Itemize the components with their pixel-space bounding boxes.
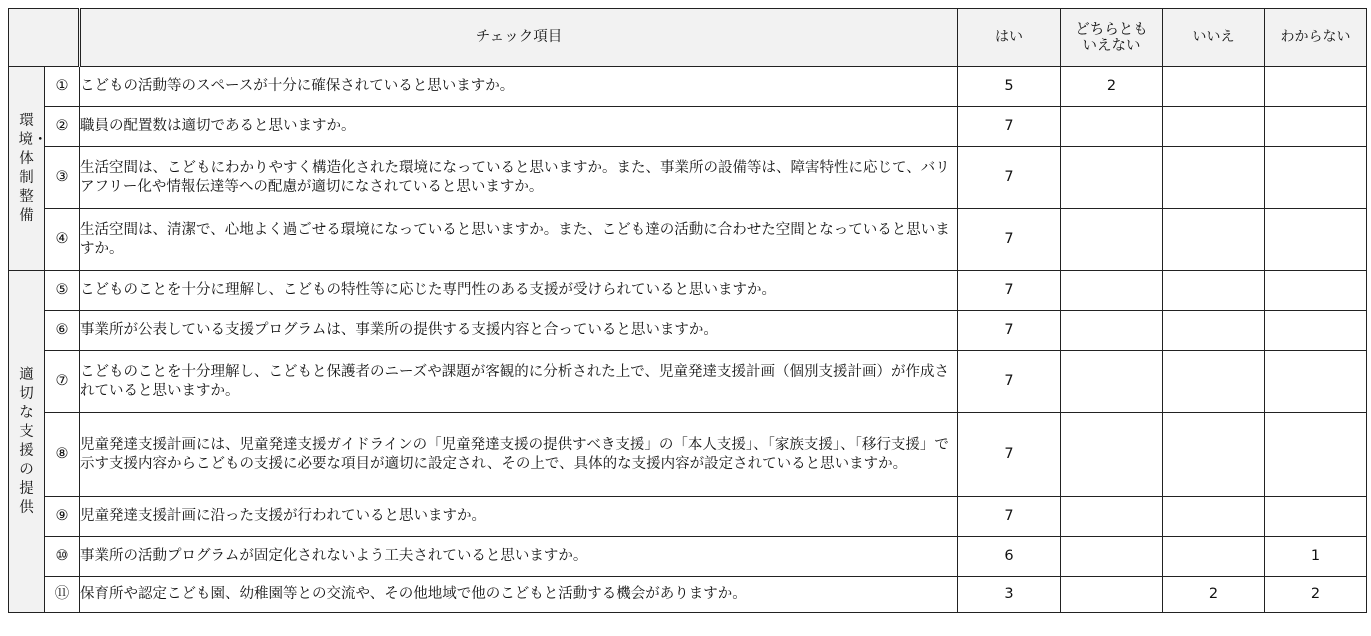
- count-yes: 5: [958, 67, 1061, 107]
- count-yes: 7: [958, 271, 1061, 311]
- row-number: ⑧: [45, 413, 80, 497]
- count-neither: [1061, 577, 1163, 613]
- question-text: 生活空間は、清潔で、心地よく過ごせる環境になっていると思いますか。また、こども達の活動に合わせた空間となっていると思いますか。: [80, 209, 958, 271]
- table-row: [9, 577, 1367, 613]
- count-no: [1163, 67, 1265, 107]
- table-row: [9, 271, 1367, 311]
- count-yes: 3: [958, 577, 1061, 613]
- header-corner: [9, 9, 80, 67]
- count-unknown: [1265, 147, 1367, 209]
- header-no: いいえ: [1163, 9, 1265, 67]
- count-yes: 7: [958, 147, 1061, 209]
- count-yes: 7: [958, 209, 1061, 271]
- count-no: [1163, 537, 1265, 577]
- question-text: こどもの活動等のスペースが十分に確保されていると思いますか。: [80, 67, 958, 107]
- question-text: 事業所の活動プログラムが固定化されないよう工夫されていると思いますか。: [80, 537, 958, 577]
- table-row: [9, 351, 1367, 413]
- count-no: [1163, 107, 1265, 147]
- row-number: ④: [45, 209, 80, 271]
- count-neither: [1061, 497, 1163, 537]
- question-text: 児童発達支援計画に沿った支援が行われていると思いますか。: [80, 497, 958, 537]
- count-neither: [1061, 537, 1163, 577]
- header-neither: [1061, 9, 1163, 67]
- count-unknown: 1: [1265, 537, 1367, 577]
- count-unknown: [1265, 67, 1367, 107]
- count-neither: [1061, 107, 1163, 147]
- question-text: こどものことを十分理解し、こどもと保護者のニーズや課題が客観的に分析された上で、児童発達支援計画（個別支援計画）が作成されていると思いますか。: [80, 351, 958, 413]
- question-text: 事業所が公表している支援プログラムは、事業所の提供する支援内容と合っていると思いますか。: [80, 311, 958, 351]
- table-row: [9, 147, 1367, 209]
- count-neither: [1061, 209, 1163, 271]
- count-no: [1163, 209, 1265, 271]
- table-row: [9, 107, 1367, 147]
- row-number: ⑩: [45, 537, 80, 577]
- count-no: [1163, 351, 1265, 413]
- count-yes: 7: [958, 413, 1061, 497]
- row-number: ②: [45, 107, 80, 147]
- row-number: ⑦: [45, 351, 80, 413]
- row-number: ⑨: [45, 497, 80, 537]
- question-text: 生活空間は、こどもにわかりやすく構造化された環境になっていると思いますか。また、事業所の設備等は、障害特性に応じて、バリアフリー化や情報伝達等への配慮が適切になされていると思いますか。: [80, 147, 958, 209]
- count-neither: [1061, 311, 1163, 351]
- question-text: 保育所や認定こども園、幼稚園等との交流や、その他地域で他のこどもと活動する機会がありますか。: [80, 577, 958, 613]
- count-unknown: [1265, 271, 1367, 311]
- count-neither: [1061, 413, 1163, 497]
- count-unknown: [1265, 311, 1367, 351]
- count-no: [1163, 311, 1265, 351]
- count-unknown: [1265, 209, 1367, 271]
- count-no: [1163, 413, 1265, 497]
- table-row: [9, 413, 1367, 497]
- count-no: [1163, 497, 1265, 537]
- count-yes: 7: [958, 311, 1061, 351]
- row-number: ①: [45, 67, 80, 107]
- count-neither: 2: [1061, 67, 1163, 107]
- row-number: ⑥: [45, 311, 80, 351]
- count-unknown: 2: [1265, 577, 1367, 613]
- count-neither: [1061, 271, 1163, 311]
- count-yes: 7: [958, 497, 1061, 537]
- checklist-table: [8, 8, 1367, 613]
- count-yes: 7: [958, 107, 1061, 147]
- header-item: チェック項目: [80, 9, 958, 67]
- count-yes: 6: [958, 537, 1061, 577]
- table-row: [9, 537, 1367, 577]
- header-neither-line1: どちらとも: [1075, 21, 1148, 38]
- table-row: [9, 209, 1367, 271]
- count-neither: [1061, 351, 1163, 413]
- count-neither: [1061, 147, 1163, 209]
- count-unknown: [1265, 351, 1367, 413]
- section-label-environment: 環境・体制整備: [9, 67, 45, 271]
- header-neither-line2: いえない: [1082, 37, 1141, 54]
- count-yes: 7: [958, 351, 1061, 413]
- row-number: ⑤: [45, 271, 80, 311]
- row-number: ③: [45, 147, 80, 209]
- count-no: [1163, 147, 1265, 209]
- question-text: 児童発達支援計画には、児童発達支援ガイドラインの「児童発達支援の提供すべき支援」の「本人支援」、「家族支援」、「移行支援」で示す支援内容からこどもの支援に必要な項目が適切に設定され、その上で、具体的な支援内容が設定されていると思いますか。: [80, 413, 958, 497]
- question-text: こどものことを十分に理解し、こどもの特性等に応じた専門性のある支援が受けられていると思いますか。: [80, 271, 958, 311]
- table-row: [9, 67, 1367, 107]
- table-row: [9, 311, 1367, 351]
- header-yes: はい: [958, 9, 1061, 67]
- header-unknown: わからない: [1265, 9, 1367, 67]
- row-number: ⑪: [45, 577, 80, 613]
- count-no: 2: [1163, 577, 1265, 613]
- count-unknown: [1265, 107, 1367, 147]
- count-unknown: [1265, 413, 1367, 497]
- question-text: 職員の配置数は適切であると思いますか。: [80, 107, 958, 147]
- table-row: [9, 497, 1367, 537]
- count-unknown: [1265, 497, 1367, 537]
- header-row: [9, 9, 1367, 67]
- count-no: [1163, 271, 1265, 311]
- section-label-support: 適切な支援の提供: [9, 271, 45, 613]
